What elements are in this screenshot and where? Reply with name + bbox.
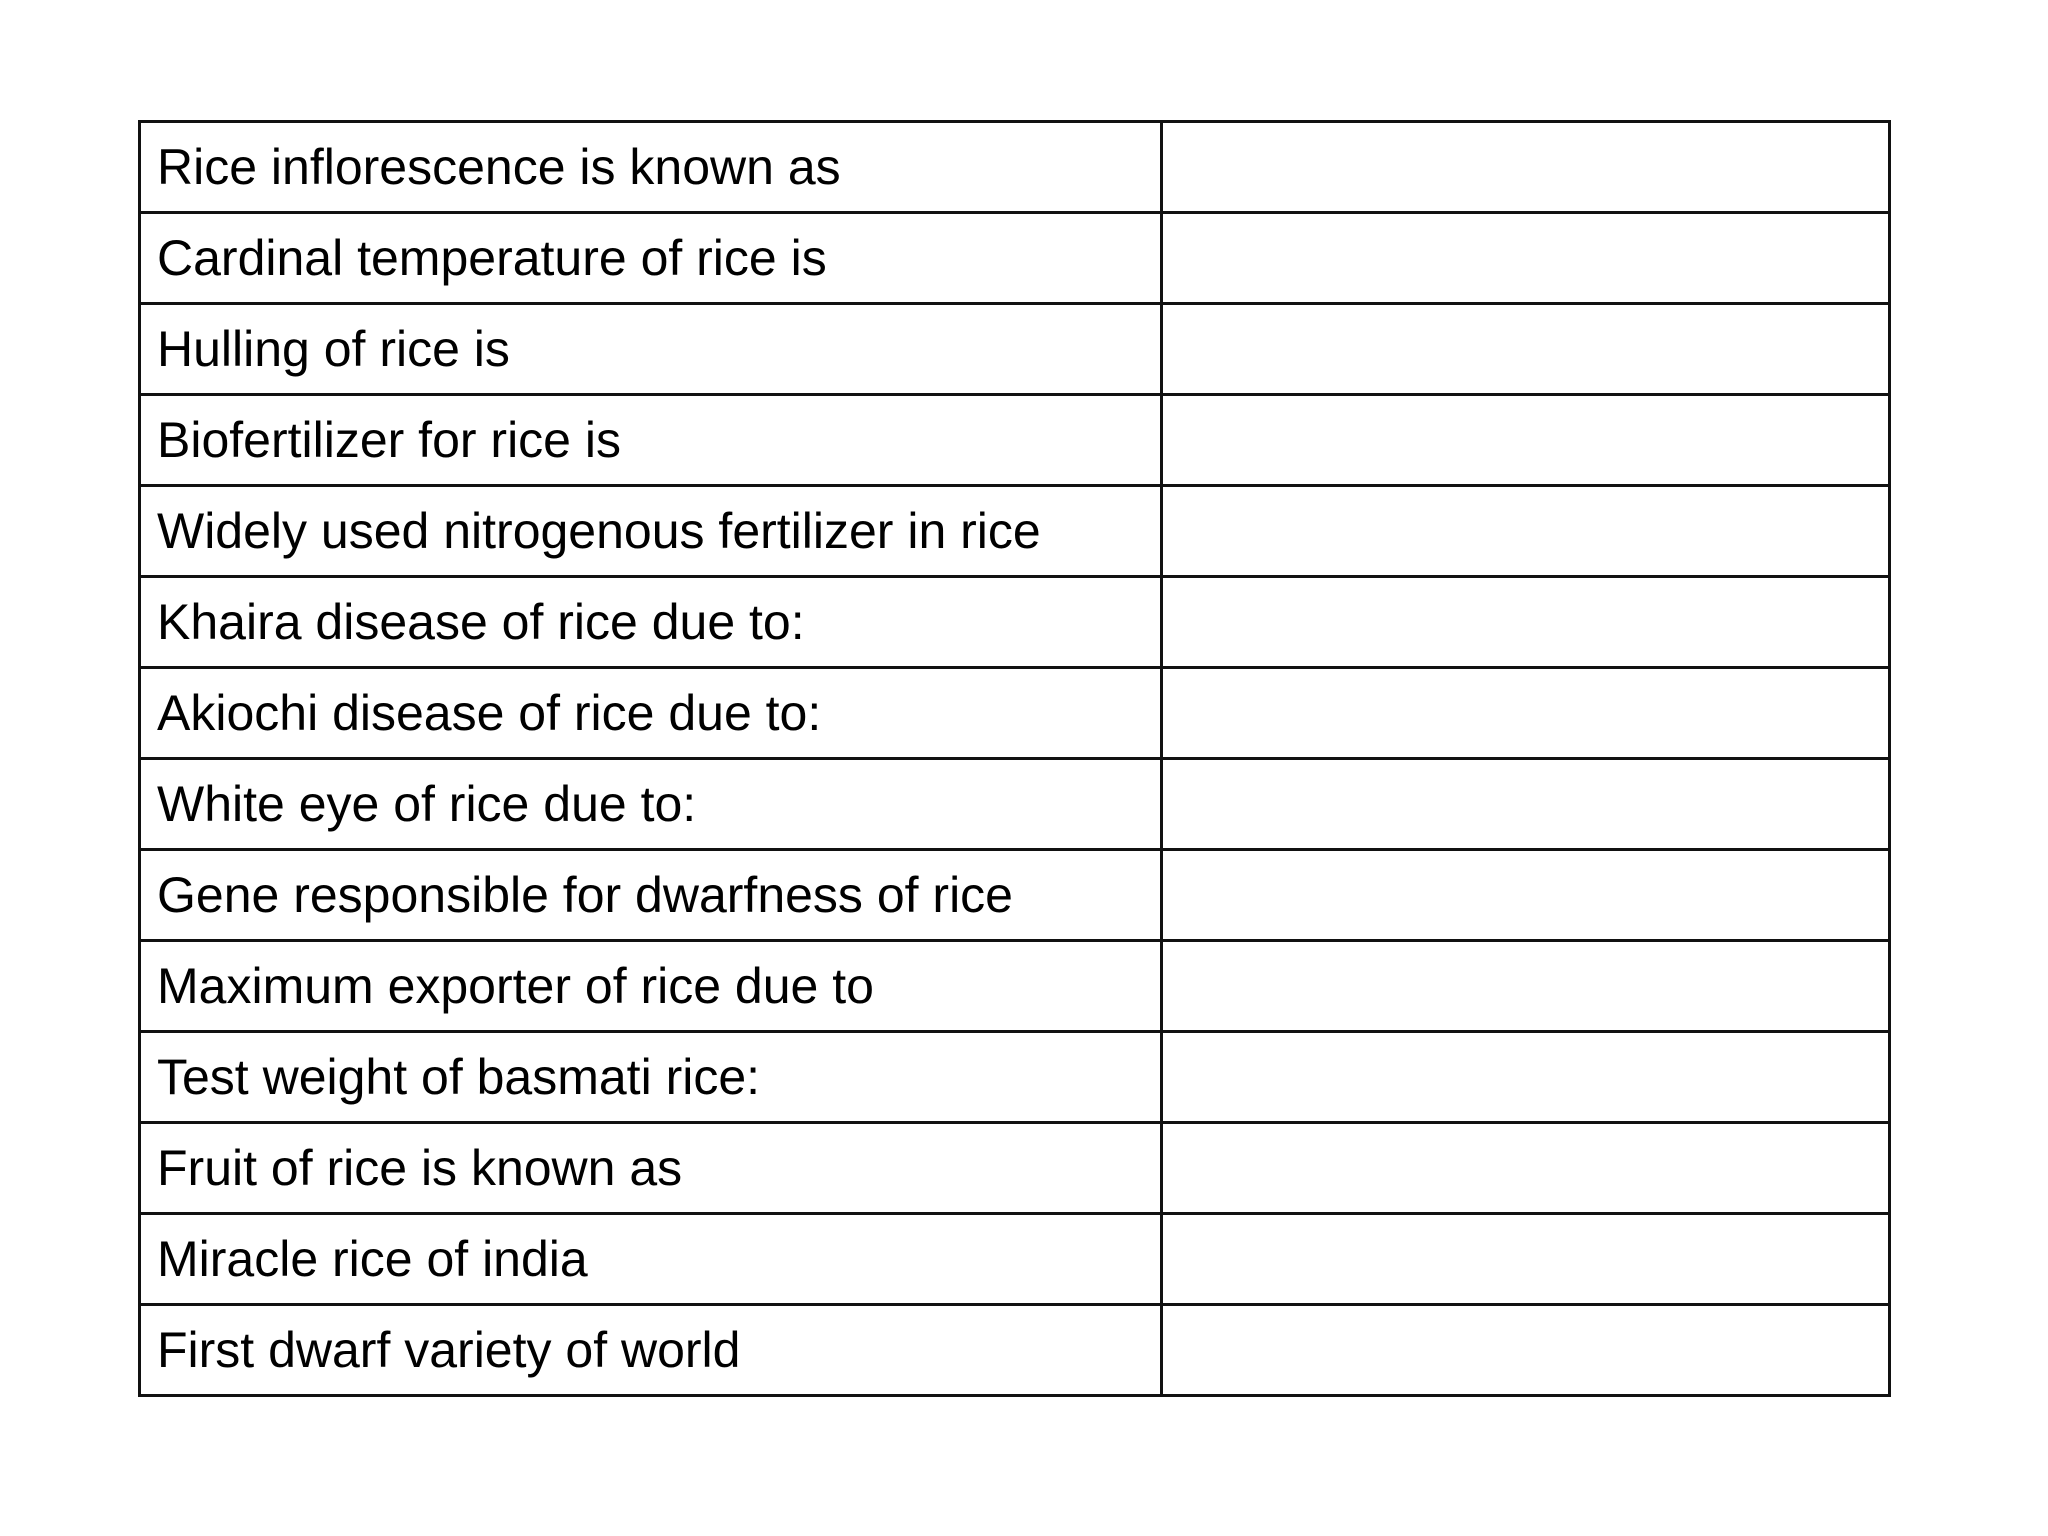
answer-cell [1162,304,1890,395]
question-cell: Fruit of rice is known as [140,1123,1162,1214]
answer-cell [1162,759,1890,850]
table-row [140,941,1890,1032]
table-row [140,850,1890,941]
table-row [140,668,1890,759]
answer-cell [1162,1123,1890,1214]
table-row [140,577,1890,668]
table-row [140,395,1890,486]
question-cell: Rice inflorescence is known as [140,122,1162,213]
answer-cell [1162,1032,1890,1123]
answer-cell [1162,850,1890,941]
answer-cell [1162,668,1890,759]
answer-cell [1162,577,1890,668]
table-row [140,213,1890,304]
question-cell: Miracle rice of india [140,1214,1162,1305]
answer-cell [1162,213,1890,304]
question-cell: Biofertilizer for rice is [140,395,1162,486]
table-row [140,1123,1890,1214]
question-cell: First dwarf variety of world [140,1305,1162,1396]
answer-cell [1162,122,1890,213]
table-row [140,1214,1890,1305]
answer-cell [1162,1305,1890,1396]
answer-cell [1162,1214,1890,1305]
question-cell: Cardinal temperature of rice is [140,213,1162,304]
answer-cell [1162,486,1890,577]
question-cell: White eye of rice due to: [140,759,1162,850]
question-table [138,120,1891,1397]
answer-cell [1162,941,1890,1032]
question-cell: Gene responsible for dwarfness of rice [140,850,1162,941]
answer-cell [1162,395,1890,486]
table-row [140,759,1890,850]
question-cell: Widely used nitrogenous fertilizer in rice [140,486,1162,577]
table-row [140,304,1890,395]
table-row [140,1305,1890,1396]
table-row [140,486,1890,577]
question-cell: Khaira disease of rice due to: [140,577,1162,668]
question-cell: Test weight of basmati rice: [140,1032,1162,1123]
question-cell: Hulling of rice is [140,304,1162,395]
question-cell: Akiochi disease of rice due to: [140,668,1162,759]
question-cell: Maximum exporter of rice due to [140,941,1162,1032]
question-table-body [140,122,1890,1396]
table-row [140,1032,1890,1123]
table-row [140,122,1890,213]
